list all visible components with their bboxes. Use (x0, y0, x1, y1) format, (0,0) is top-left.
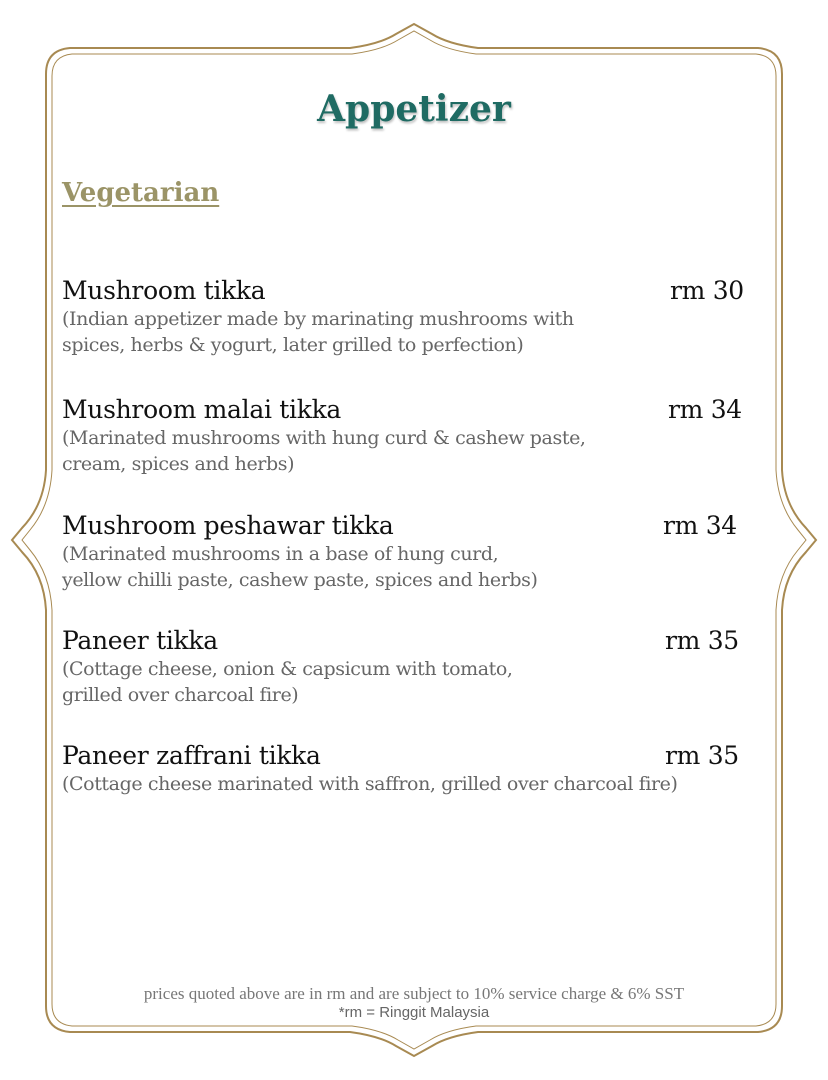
item-description (62, 771, 678, 797)
price-note: prices quoted above are in rm and are subject to 10% service charge & 6% SST (143, 984, 685, 1003)
item-name: Mushroom malai tikka (62, 395, 342, 424)
item-price: rm 30 (670, 276, 744, 305)
item-description (62, 541, 538, 593)
currency-note: *rm = Ringgit Malaysia (338, 1004, 490, 1021)
item-description-line: (Marinated mushrooms in a base of hung curd, (62, 543, 499, 565)
item-price: rm 35 (665, 626, 739, 655)
item-description-line: (Indian appetizer made by marinating mushrooms with (62, 308, 574, 330)
item-name: Paneer zaffrani tikka (62, 741, 321, 770)
item-description-line: (Cottage cheese, onion & capsicum with tomato, (62, 658, 513, 680)
item-description-line: cream, spices and herbs) (62, 453, 295, 475)
item-name: Paneer tikka (62, 626, 218, 655)
item-name: Mushroom tikka (62, 276, 266, 305)
item-description-line: yellow chilli paste, cashew paste, spices and herbs) (62, 569, 538, 591)
section-heading-vegetarian: Vegetarian (62, 178, 220, 208)
item-description-line: spices, herbs & yogurt, later grilled to perfection) (62, 334, 524, 356)
item-name: Mushroom peshawar tikka (62, 511, 394, 540)
item-description (62, 656, 513, 708)
item-description (62, 306, 574, 358)
item-description-line: (Cottage cheese marinated with saffron, grilled over charcoal fire) (62, 773, 678, 795)
item-price: rm 35 (665, 741, 739, 770)
menu-title: Appetizer (317, 88, 511, 130)
item-price: rm 34 (668, 395, 742, 424)
item-description-line: grilled over charcoal fire) (62, 684, 299, 706)
item-price: rm 34 (663, 511, 737, 540)
item-description-line: (Marinated mushrooms with hung curd & cashew paste, (62, 427, 586, 449)
item-description (62, 425, 586, 477)
